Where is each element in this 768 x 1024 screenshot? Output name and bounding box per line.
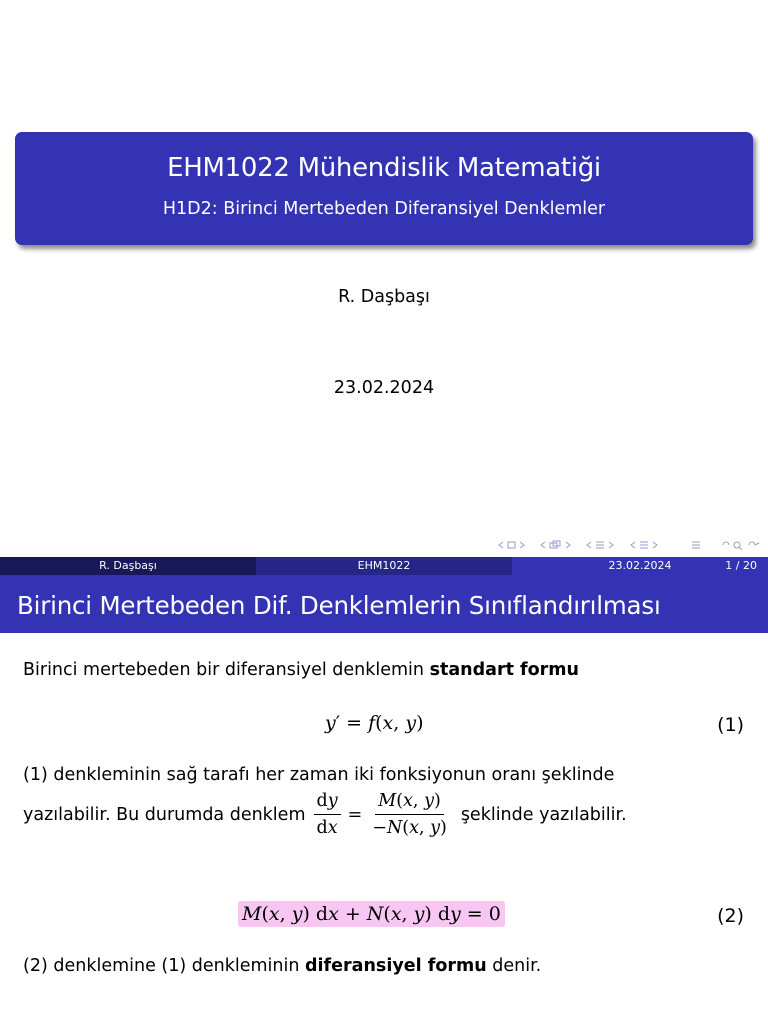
footline-course xyxy=(256,557,512,575)
equation-1-label: (1) xyxy=(717,714,744,736)
presentation-title: EHM1022 Mühendislik Matematiği xyxy=(167,153,601,183)
navigation-symbols[interactable] xyxy=(497,539,763,551)
document-nav-icon[interactable] xyxy=(631,542,657,548)
paragraph-ratio-prefix: yazılabilir. Bu durumda denklem xyxy=(23,804,306,825)
page-number: 1 / 20 xyxy=(725,559,757,572)
footline-date xyxy=(512,557,768,575)
title-block xyxy=(15,132,753,245)
term-differential-form: diferansiyel formu xyxy=(305,956,487,976)
paragraph-ratio-line2: yazılabilir. Bu durumda denklem $\frac{dy}{dx}$ = $\frac{M(x, y)}{-N(x, y)}$ şeklinde yazılabilir. xyxy=(23,791,627,838)
author-name: R. Daşbaşı xyxy=(338,287,430,307)
paragraph-text: Birinci mertebeden bir diferansiyel denklemin xyxy=(23,660,430,680)
equation-1: y′ = f(x, y) xyxy=(325,712,424,734)
frame-title: Birinci Mertebeden Dif. Denklemlerin Sınıflandırılması xyxy=(0,575,768,633)
footline-course-text: EHM1022 xyxy=(357,559,411,572)
presentation-subtitle: H1D2: Birinci Mertebeden Diferansiyel Denklemler xyxy=(162,199,606,219)
paragraph-text: (2) denklemine (1) denkleminin xyxy=(23,956,306,976)
paragraph-suffix: denir. xyxy=(486,956,542,976)
paragraph-ratio-suffix: şeklinde yazılabilir. xyxy=(460,804,627,825)
paragraph-standard-form xyxy=(23,660,579,680)
fraction-dy-dx: $\frac{dy}{dx}$ xyxy=(314,790,341,839)
term-standard-form: standart formu xyxy=(429,660,579,680)
search-icon[interactable] xyxy=(723,542,759,550)
presentation-date: 23.02.2024 xyxy=(333,378,435,398)
subsection-nav-icon[interactable] xyxy=(541,541,570,548)
footline xyxy=(0,557,768,575)
equation-2 xyxy=(238,903,505,925)
footline-author-text: R. Daşbaşı xyxy=(99,559,157,572)
footline-author xyxy=(0,557,256,575)
fraction-m-over-n: $\frac{M(x, y)}{-N(x, y)}$ xyxy=(372,791,447,838)
equation-2-label: (2) xyxy=(717,905,744,927)
appendix-nav-icon[interactable] xyxy=(692,542,700,548)
section-nav-icon[interactable] xyxy=(587,542,613,548)
paragraph-ratio-line1: (1) denkleminin sağ tarafı her zaman iki fonksiyonun oranı şeklinde xyxy=(23,765,615,785)
footline-date-text: 23.02.2024 xyxy=(608,559,672,572)
paragraph-differential-form xyxy=(23,956,541,976)
frame-nav-icon[interactable] xyxy=(499,542,524,548)
highlighted-equation: M(x, y) dx + N(x, y) dy = 0 xyxy=(238,901,505,927)
